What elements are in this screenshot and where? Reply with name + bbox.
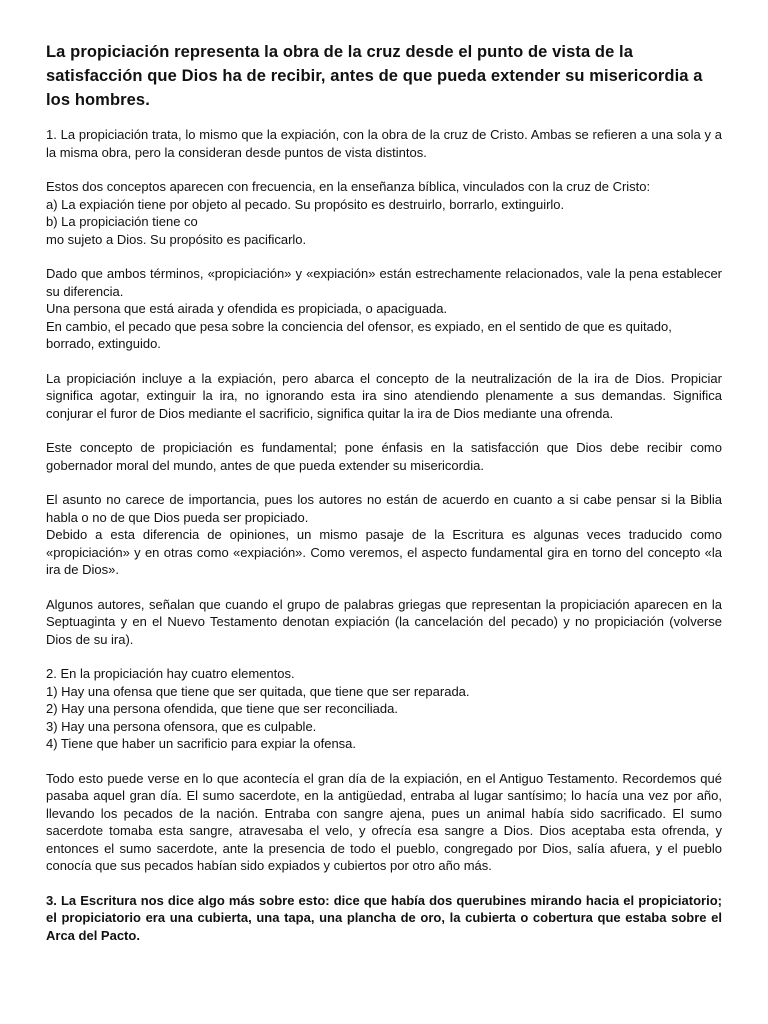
paragraph-line: mo sujeto a Dios. Su propósito es pacificarlo. [46,231,307,247]
paragraph-line: Todo esto puede verse en lo que acontecía el gran día de la expiación, en el Antiguo Testamento. Recordemos qué pasaba aquel gran día. El sumo sacerdote, en la antigüedad, entraba al lugar santísimo; lo hacía una vez por año, llevando los pecados de la nación. Entraba con sangre ajena, pues un animal había sido sacrificado. El sumo sacerdote tomaba esta sangre, atravesaba el velo, y ofrecía esa sangre a Dios. Dios aceptaba esta ofrenda, y entonces el sumo sacerdote, ante la presencia de todo el pueblo, congregado por Dios, salía afuera, y el pueblo conocía que sus pecados habían sido expiados y cubiertos por otro año más. [46,770,722,873]
paragraph-6 [46,491,722,579]
paragraph-line: En cambio, el pecado que pesa sobre la conciencia del ofensor, es expiado, en el sentido de que es quitado, borrado, extinguido. [46,318,672,351]
paragraph-line: Debido a esta diferencia de opiniones, un mismo pasaje de la Escritura es algunas veces traducido como «propiciación» y en otras como «expiación». Como veremos, el aspecto fundamental gira en torno del concepto «la ira de Dios». [46,527,722,577]
paragraph-2 [46,178,722,248]
paragraph-5 [46,439,722,474]
paragraph-line: Una persona que está airada y ofendida es propiciada, o apaciguada. [46,301,448,316]
list-item: 4) Tiene que haber un sacrificio para expiar la ofensa. [46,736,357,751]
list-item: 1) Hay una ofensa que tiene que ser quitada, que tiene que ser reparada. [46,683,470,699]
document-title: La propiciación representa la obra de la cruz desde el punto de vista de la satisfacción que Dios ha de recibir, antes de que pueda extender su misericordia a los hombres. [46,43,703,109]
paragraph-line: 1. La propiciación trata, lo mismo que la expiación, con la obra de la cruz de Cristo. Ambas se refieren a una sola y a la misma obra, pero la consideran desde puntos de vista distintos. [46,127,722,160]
paragraph-7 [46,596,722,649]
paragraph-line: La propiciación incluye a la expiación, pero abarca el concepto de la neutralización de la ira de Dios. Propiciar significa agotar, extinguir la ira, no ignorando esta ira sino atendiendo plenamente a sus demandas. Significa conjurar el furor de Dios mediante el sacrificio, significa quitar la ira de Dios mediante una ofrenda. [46,370,722,421]
paragraph-line: Estos dos conceptos aparecen con frecuencia, en la enseñanza bíblica, vinculados con la cruz de Cristo: [46,179,651,194]
paragraph-line: El asunto no carece de importancia, pues los autores no están de acuerdo en cuanto a si cabe pensar si la Biblia habla o no de que Dios pueda ser propiciado. [46,492,722,525]
paragraph-line: 3. La Escritura nos dice algo más sobre esto: dice que había dos querubines mirando hacia el propiciatorio; el propiciatorio era una cubierta, una tapa, una plancha de oro, la cubierta o cobertura que estaba sobre el Arca del Pacto. [46,892,722,943]
paragraph-line: Dado que ambos términos, «propiciación» y «expiación» están estrechamente relacionados, vale la pena establecer su diferencia. [46,266,722,299]
paragraph-10 [46,892,722,945]
list-item: 2) Hay una persona ofendida, que tiene que ser reconciliada. [46,701,398,716]
paragraph-line: Este concepto de propiciación es fundamental; pone énfasis en la satisfacción que Dios debe recibir como gobernador moral del mundo, antes de que pueda extender su misericordia. [46,440,722,473]
paragraph-9 [46,770,722,875]
list-item: 3) Hay una persona ofensora, que es culpable. [46,718,317,734]
paragraph-8 [46,665,722,753]
list-item-b: b) La propiciación tiene co [46,214,198,229]
document-page [46,40,722,961]
paragraph-4 [46,370,722,423]
paragraph-1 [46,126,722,161]
paragraph-3 [46,265,722,353]
list-item-a: a) La expiación tiene por objeto al pecado. Su propósito es destruirlo, borrarlo, extinguirlo. [46,196,565,212]
paragraph-line: Algunos autores, señalan que cuando el grupo de palabras griegas que representan la propiciación aparecen en la Septuaginta y en el Nuevo Testamento denotan expiación (la cancelación del pecado) y no propiciación (volverse Dios de su ira). [46,596,722,647]
list-heading: 2. En la propiciación hay cuatro elementos. [46,666,295,681]
